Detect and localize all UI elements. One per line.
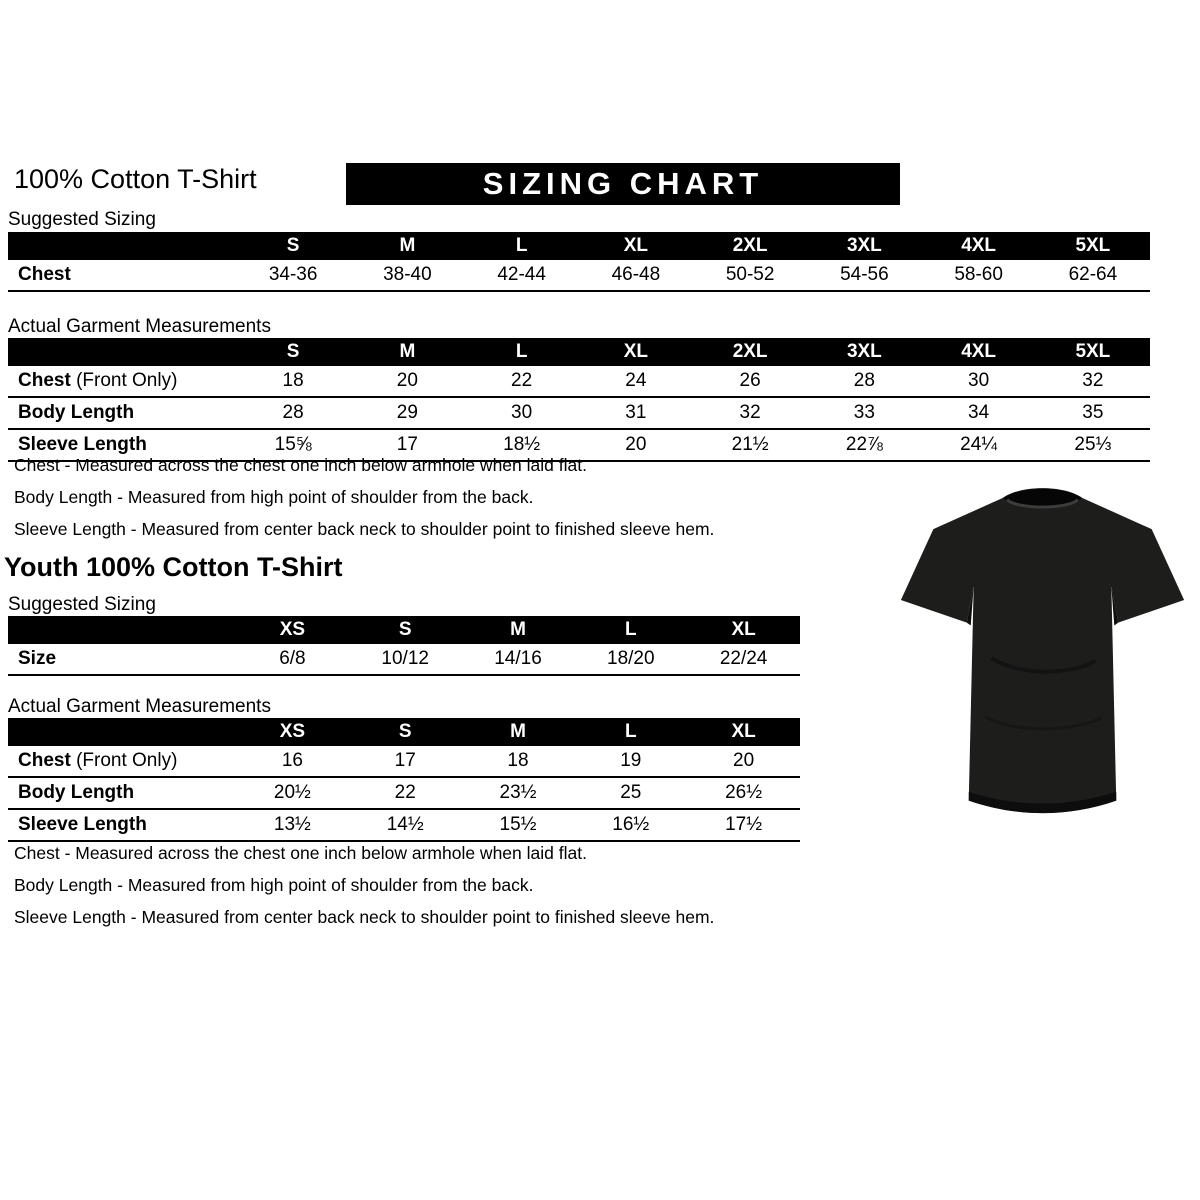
size-column-header: XL [579,338,693,366]
measurement-cell: 50-52 [725,264,775,285]
measurement-cell: 14/16 [494,648,542,669]
youth-suggested-sizing-table [8,616,800,676]
header-row [8,616,800,644]
measurement-cell: 26½ [725,782,763,803]
measurement-cell: 13½ [273,814,311,835]
size-column-header: 4XL [922,232,1036,260]
banner-title: SIZING CHART [482,166,764,201]
measurement-row [8,777,800,809]
adult-garment-measurements-table [8,338,1150,462]
size-column-header: L [574,718,687,746]
measurement-cell: 33 [853,402,875,423]
size-column-header: L [465,338,579,366]
row-label: Body Length [18,402,135,423]
measurement-row [8,397,1150,429]
size-column-header: M [350,232,464,260]
measurement-cell: 18/20 [607,648,655,669]
youth-measurement-notes [14,843,714,939]
row-label: Size [18,648,57,669]
size-column-header: 3XL [807,232,921,260]
measurement-cell: 34-36 [268,264,318,285]
measurement-cell: 31 [625,402,647,423]
measurement-row [8,746,800,777]
measurement-cell: 24¼ [960,434,998,455]
measurement-cell: 28 [282,402,304,423]
adult-section-title: 100% Cotton T-Shirt [14,164,257,194]
row-label: Chest [18,264,71,285]
note-line: Body Length - Measured from high point of shoulder from the back. [14,875,534,895]
measurement-cell: 54-56 [840,264,889,285]
measurement-cell: 38-40 [383,264,432,285]
measurement-cell: 19 [620,750,642,771]
measurement-cell: 22 [394,782,416,803]
measurement-cell: 21½ [731,434,769,455]
measurement-cell: 42-44 [497,264,546,285]
size-column-header: L [465,232,579,260]
size-column-header: 5XL [1036,338,1150,366]
measurement-row [8,366,1150,397]
measurement-cell: 22/24 [719,648,768,669]
measurement-cell: 25⅓ [1074,434,1112,455]
size-column-header: S [236,338,350,366]
size-column-header: 2XL [693,232,807,260]
measurement-cell: 34 [968,402,990,423]
note-line: Sleeve Length - Measured from center back neck to shoulder point to finished sleeve hem. [14,519,715,539]
measurement-cell: 22 [511,370,533,391]
measurement-cell: 18 [282,370,304,391]
adult-actual-label: Actual Garment Measurements [8,316,271,337]
measurement-cell: 20 [396,370,418,391]
measurement-cell: 17 [394,750,416,771]
note-line: Sleeve Length - Measured from center back neck to shoulder point to finished sleeve hem. [14,907,715,927]
row-label: Chest (Front Only) [18,750,178,771]
size-column-header: XL [579,232,693,260]
empty-header-cell [8,338,236,366]
tshirt-image [895,476,1190,842]
size-column-header: S [349,616,462,644]
measurement-cell: 10/12 [381,648,429,669]
size-column-header: 4XL [922,338,1036,366]
size-column-header: S [349,718,462,746]
note-line: Chest - Measured across the chest one inch below armhole when laid flat. [14,455,587,475]
size-column-header: 2XL [693,338,807,366]
size-column-header: L [574,616,687,644]
size-column-header: XL [687,718,800,746]
measurement-cell: 14½ [386,814,424,835]
size-column-header: M [462,718,575,746]
measurement-row [8,260,1150,291]
measurement-cell: 46-48 [611,264,661,285]
row-label: Sleeve Length [18,814,147,835]
measurement-cell: 16 [281,750,303,771]
measurement-cell: 20 [625,434,647,455]
sizing-chart-banner [346,163,900,205]
measurement-cell: 24 [625,370,647,391]
youth-section-title: Youth 100% Cotton T-Shirt [4,552,343,582]
measurement-cell: 15½ [499,814,537,835]
header-row [8,232,1150,260]
adult-measurement-notes [14,455,714,551]
measurement-cell: 58-60 [954,264,1003,285]
size-column-header: 5XL [1036,232,1150,260]
measurement-cell: 20 [733,750,755,771]
header-row [8,718,800,746]
adult-suggested-sizing-table [8,232,1150,292]
measurement-cell: 6/8 [279,648,306,669]
size-column-header: M [350,338,464,366]
empty-header-cell [8,718,236,746]
measurement-cell: 30 [511,402,533,423]
measurement-cell: 20½ [273,782,311,803]
measurement-cell: 15⅝ [274,434,312,455]
tshirt-graphic [895,476,1190,840]
note-line: Chest - Measured across the chest one inch below armhole when laid flat. [14,843,587,863]
measurement-cell: 18 [507,750,529,771]
measurement-cell: 17 [396,434,418,455]
measurement-cell: 18½ [503,434,541,455]
row-label: Chest (Front Only) [18,370,178,391]
size-column-header: M [462,616,575,644]
measurement-cell: 32 [739,402,761,423]
size-column-header: S [236,232,350,260]
youth-actual-label: Actual Garment Measurements [8,696,271,717]
measurement-row [8,809,800,841]
measurement-cell: 22⅞ [845,434,883,455]
measurement-cell: 26 [739,370,761,391]
empty-header-cell [8,616,236,644]
empty-header-cell [8,232,236,260]
measurement-cell: 35 [1082,402,1104,423]
size-column-header: 3XL [807,338,921,366]
measurement-cell: 28 [853,370,875,391]
row-label: Body Length [18,782,135,803]
row-label: Sleeve Length [18,434,147,455]
measurement-cell: 62-64 [1068,264,1118,285]
size-column-header: XL [687,616,800,644]
size-column-header: XS [236,616,349,644]
measurement-row [8,644,800,675]
youth-garment-measurements-table [8,718,800,842]
youth-suggested-label: Suggested Sizing [8,594,156,615]
measurement-cell: 32 [1082,370,1104,391]
size-column-header: XS [236,718,349,746]
measurement-cell: 30 [968,370,990,391]
measurement-cell: 16½ [612,814,650,835]
measurement-cell: 25 [620,782,642,803]
measurement-cell: 23½ [499,782,537,803]
measurement-cell: 29 [396,402,418,423]
adult-suggested-label: Suggested Sizing [8,209,156,230]
header-row [8,338,1150,366]
measurement-cell: 17½ [725,814,763,835]
note-line: Body Length - Measured from high point of shoulder from the back. [14,487,534,507]
